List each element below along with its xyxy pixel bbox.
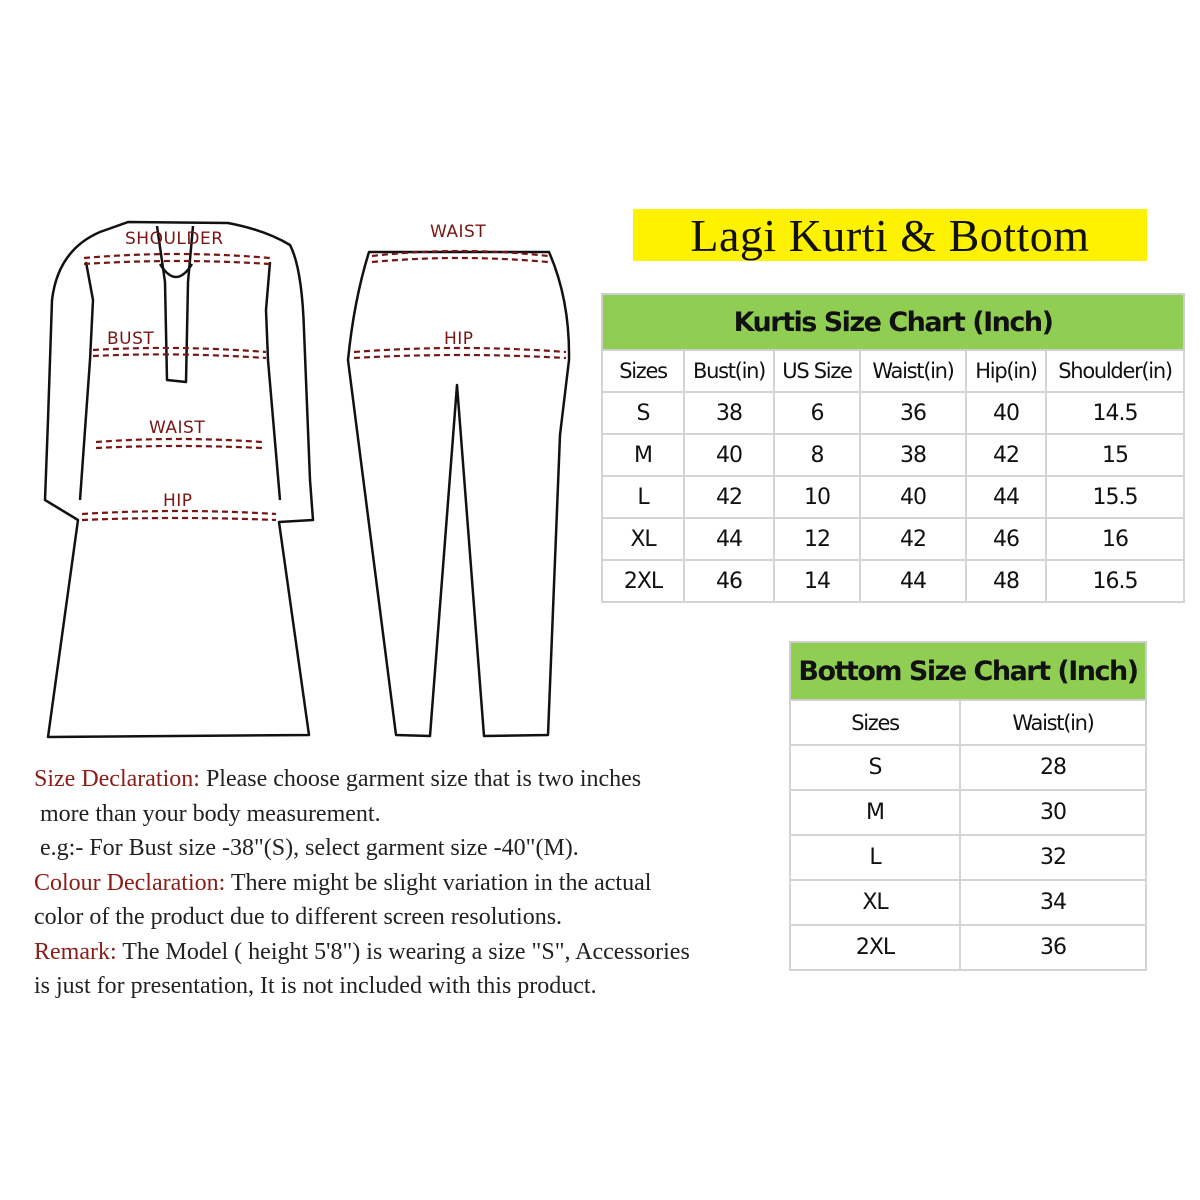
table-cell: S [790, 745, 960, 790]
kurti-bust-label: BUST [107, 329, 155, 349]
colour-declaration [34, 866, 774, 901]
table-cell: 14.5 [1046, 392, 1184, 434]
garment-diagram [0, 0, 600, 760]
table-row [790, 745, 1146, 790]
kurti-outline [45, 222, 313, 737]
table-row [602, 434, 1184, 476]
table-cell: 42 [966, 434, 1046, 476]
remark-label: Remark: [34, 938, 117, 965]
table-cell: 46 [684, 560, 774, 602]
table-cell: 44 [684, 518, 774, 560]
table-cell: L [790, 835, 960, 880]
table-cell: 46 [966, 518, 1046, 560]
declaration-notes [34, 762, 774, 1004]
column-header: Waist(in) [860, 350, 966, 392]
table-cell: 40 [966, 392, 1046, 434]
table-row [602, 518, 1184, 560]
table-row [790, 880, 1146, 925]
table-cell: 28 [960, 745, 1146, 790]
table-row [790, 835, 1146, 880]
kurti-hip-label: HIP [163, 491, 193, 511]
column-header: Sizes [602, 350, 684, 392]
table-cell: 30 [960, 790, 1146, 835]
table-cell: 44 [966, 476, 1046, 518]
size-declaration-text: Please choose garment size that is two inches [199, 766, 642, 792]
bottom-hip-label: HIP [444, 329, 474, 349]
column-header: Waist(in) [960, 700, 1146, 745]
table-cell: 44 [860, 560, 966, 602]
table-cell: XL [790, 880, 960, 925]
table-cell: 15.5 [1046, 476, 1184, 518]
kurti-size-table [601, 293, 1185, 603]
column-header: Shoulder(in) [1046, 350, 1184, 392]
table-cell: 38 [860, 434, 966, 476]
table-cell: 2XL [602, 560, 684, 602]
table-row [602, 476, 1184, 518]
table-cell: 42 [860, 518, 966, 560]
table-cell: M [602, 434, 684, 476]
table-row [602, 560, 1184, 602]
table-cell: 48 [966, 560, 1046, 602]
table-cell: 2XL [790, 925, 960, 970]
bottom-table-heading: Bottom Size Chart (Inch) [790, 642, 1146, 700]
kurti-right-sleeve-line [266, 262, 280, 500]
table-cell: 34 [960, 880, 1146, 925]
size-declaration-text-2: more than your body measurement. [40, 800, 381, 827]
table-cell: L [602, 476, 684, 518]
bottom-waist-label: WAIST [430, 222, 487, 242]
title-banner: Lagi Kurti & Bottom [633, 209, 1147, 261]
table-cell: 16 [1046, 518, 1184, 560]
table-cell: 6 [774, 392, 860, 434]
table-row [790, 790, 1146, 835]
table-cell: 40 [684, 434, 774, 476]
kurti-placket [157, 226, 193, 382]
table-row [790, 925, 1146, 970]
kurti-waist-label: WAIST [149, 418, 206, 438]
size-declaration-label: Size Declaration: [34, 766, 200, 792]
table-cell: 40 [860, 476, 966, 518]
table-cell: 15 [1046, 434, 1184, 476]
size-declaration [34, 762, 774, 797]
table-cell: M [790, 790, 960, 835]
kurti-shoulder-label: SHOULDER [125, 229, 224, 249]
column-header: US Size [774, 350, 860, 392]
table-cell: 8 [774, 434, 860, 476]
table-cell: 36 [860, 392, 966, 434]
table-cell: 32 [960, 835, 1146, 880]
table-row [602, 392, 1184, 434]
remark-text-2: is just for presentation, It is not included with this product. [34, 973, 597, 999]
colour-declaration-text: There might be slight variation in the actual [225, 869, 652, 896]
table-cell: 14 [774, 560, 860, 602]
column-header: Sizes [790, 700, 960, 745]
bottom-size-table [789, 641, 1147, 971]
size-example: e.g:- For Bust size -38"(S), select garment size -40"(M). [40, 835, 579, 861]
table-cell: 42 [684, 476, 774, 518]
column-header: Bust(in) [684, 350, 774, 392]
table-cell: XL [602, 518, 684, 560]
remark-text: The Model ( height 5'8") is wearing a size "S", Accessories [116, 938, 690, 965]
table-header-row [790, 700, 1146, 745]
table-cell: S [602, 392, 684, 434]
table-cell: 36 [960, 925, 1146, 970]
table-cell: 38 [684, 392, 774, 434]
remark [34, 935, 774, 970]
table-cell: 10 [774, 476, 860, 518]
table-cell: 16.5 [1046, 560, 1184, 602]
table-cell: 12 [774, 518, 860, 560]
colour-declaration-label: Colour Declaration: [34, 869, 226, 896]
kurti-table-heading: Kurtis Size Chart (Inch) [602, 294, 1184, 350]
colour-declaration-text-2: color of the product due to different screen resolutions. [34, 904, 563, 930]
kurti-left-sleeve-line [80, 262, 93, 500]
bottom-outline [348, 252, 569, 736]
column-header: Hip(in) [966, 350, 1046, 392]
table-header-row [602, 350, 1184, 392]
